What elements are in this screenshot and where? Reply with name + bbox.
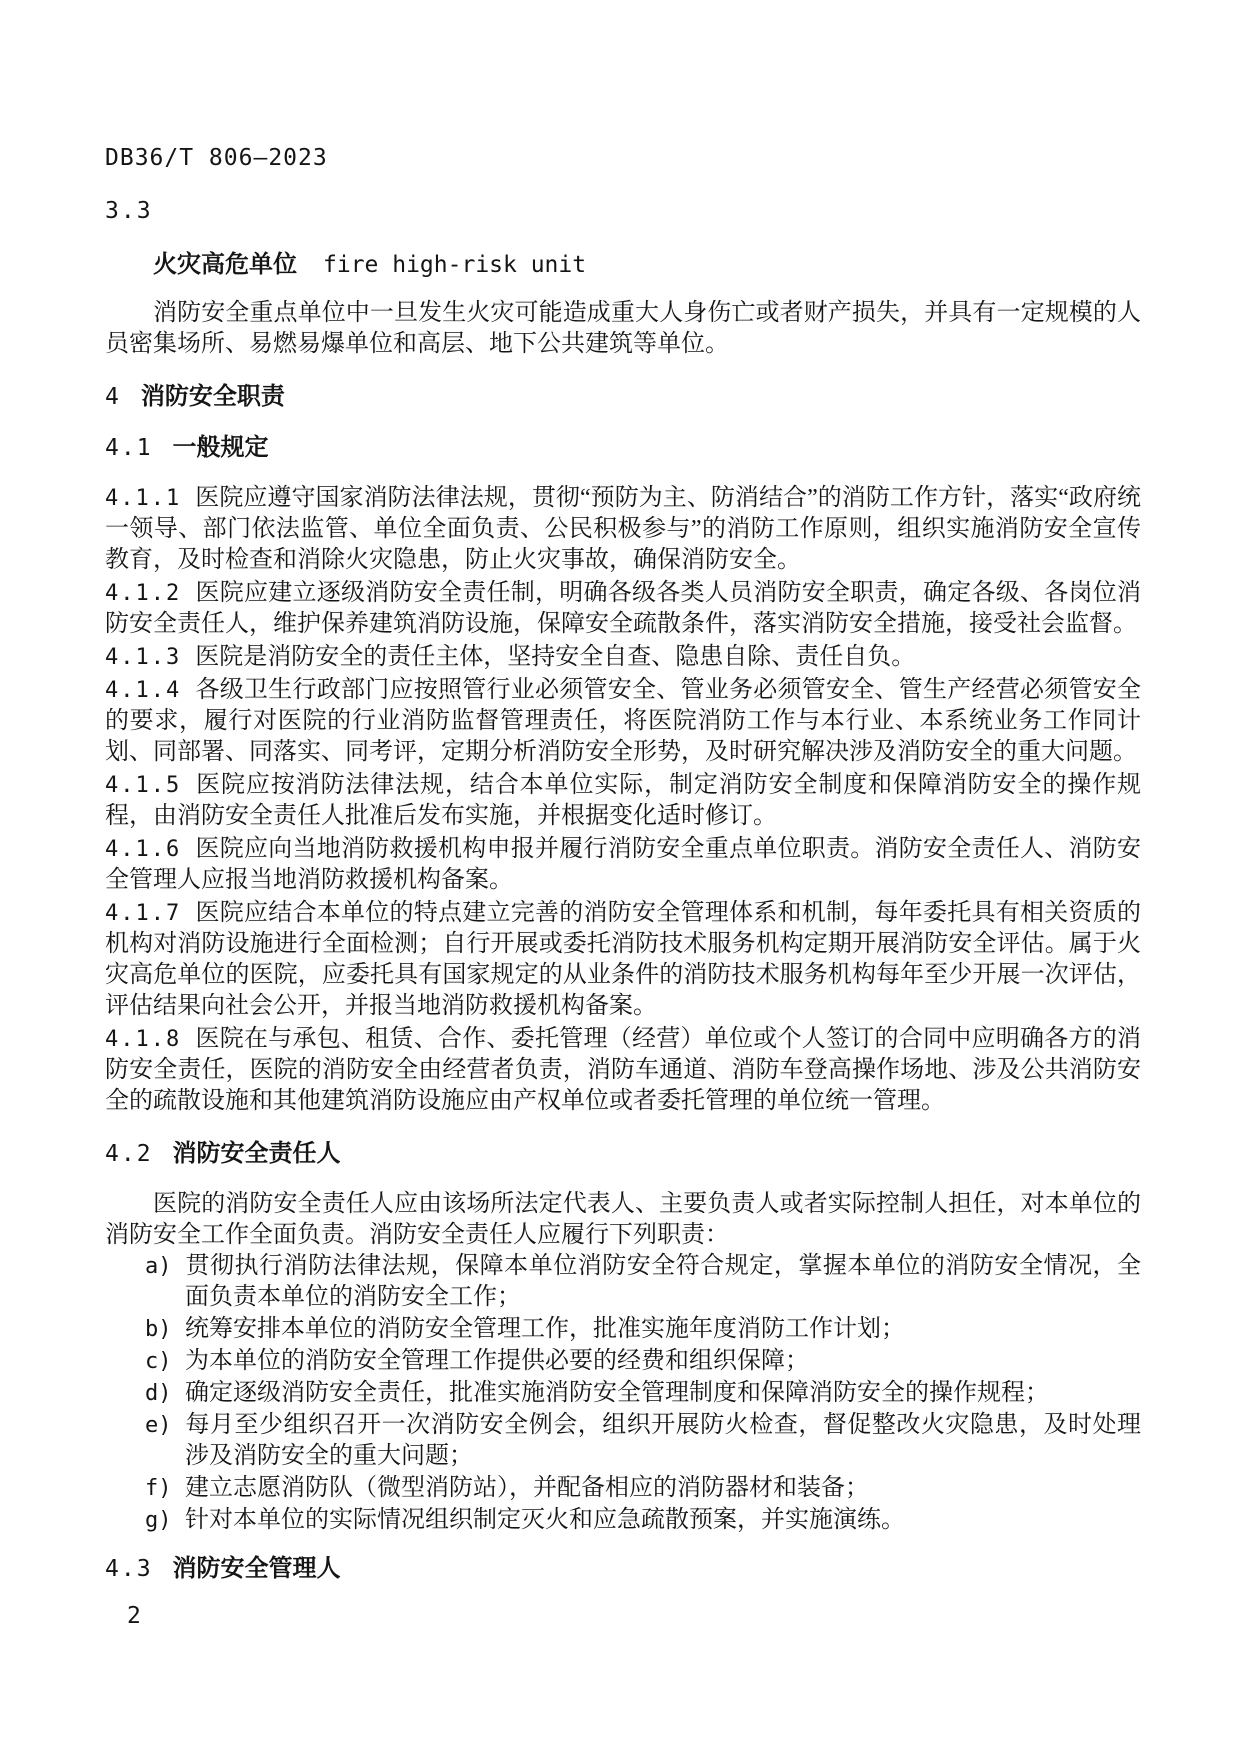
clause-411-number: 4.1.1 bbox=[105, 486, 182, 511]
clause-411-text: 医院应遵守国家消防法律法规，贯彻“预防为主、防消结合”的消防工作方针，落实“政府统一领导、部门依法监管、单位全面负责、公民积极参与”的消防工作原则，组织实施消防安全宣传教育，及时检查和消除火灾隐患，防止火灾事故，确保消防安全。 bbox=[105, 485, 1141, 573]
list-item-g bbox=[145, 1505, 1141, 1536]
section-42-intro: 医院的消防安全责任人应由该场所法定代表人、主要负责人或者实际控制人担任，对本单位的消防安全工作全面负责。消防安全责任人应履行下列职责： bbox=[105, 1191, 1141, 1248]
list-item-c-letter: c) bbox=[145, 1349, 172, 1374]
section-43-heading bbox=[105, 1553, 1141, 1585]
clause-415-number: 4.1.5 bbox=[105, 773, 182, 798]
clause-412 bbox=[105, 578, 1141, 640]
list-item-f-text: 建立志愿消防队（微型消防站），并配备相应的消防器材和装备； bbox=[185, 1475, 869, 1501]
term-definition: 消防安全重点单位中一旦发生火灾可能造成重大人身伤亡或者财产损失，并具有一定规模的人员密集场所、易燃易爆单位和高层、地下公共建筑等单位。 bbox=[105, 300, 1141, 357]
clause-415-text: 医院应按消防法律法规，结合本单位实际，制定消防安全制度和保障消防安全的操作规程，由消防安全责任人批准后发布实施，并根据变化适时修订。 bbox=[105, 772, 1141, 829]
clause-413 bbox=[105, 642, 1141, 673]
clause-418-text: 医院在与承包、租赁、合作、委托管理（经营）单位或个人签订的合同中应明确各方的消防安全责任，医院的消防安全由经营者负责，消防车通道、消防车登高操作场地、涉及公共消防安全的疏散设施和其他建筑消防设施应由产权单位或者委托管理的单位统一管理。 bbox=[105, 1026, 1141, 1114]
clause-416-number: 4.1.6 bbox=[105, 837, 182, 862]
list-item-a bbox=[145, 1251, 1141, 1313]
term-number: 3.3 bbox=[105, 198, 153, 224]
section-41-heading bbox=[105, 432, 1141, 464]
clause-417-text: 医院应结合本单位的特点建立完善的消防安全管理体系和机制，每年委托具有相关资质的机构对消防设施进行全面检测；自行开展或委托消防技术服务机构定期开展消防安全评估。属于火灾高危单位的医院，应委托具有国家规定的从业条件的消防技术服务机构每年至少开展一次评估，评估结果向社会公开，并报当地消防救援机构备案。 bbox=[105, 900, 1141, 1019]
section-43-number: 4.3 bbox=[105, 1556, 153, 1582]
clause-416 bbox=[105, 834, 1141, 896]
list-item-e bbox=[145, 1410, 1141, 1472]
list-item-b-text: 统筹安排本单位的消防安全管理工作，批准实施年度消防工作计划； bbox=[185, 1316, 905, 1342]
clause-415 bbox=[105, 770, 1141, 832]
list-item-a-letter: a) bbox=[145, 1254, 172, 1279]
clause-417 bbox=[105, 898, 1141, 1022]
list-item-a-text: 贯彻执行消防法律法规，保障本单位消防安全符合规定，掌握本单位的消防安全情况，全面负责本单位的消防安全工作； bbox=[185, 1253, 1141, 1310]
clause-412-number: 4.1.2 bbox=[105, 581, 182, 606]
section-42-heading bbox=[105, 1138, 1141, 1170]
section-42-number: 4.2 bbox=[105, 1141, 153, 1167]
clause-412-text: 医院应建立逐级消防安全责任制，明确各级各类人员消防安全职责，确定各级、各岗位消防安全责任人，维护保养建筑消防设施，保障安全疏散条件，落实消防安全措施，接受社会监督。 bbox=[105, 580, 1141, 637]
list-item-c-text: 为本单位的消防安全管理工作提供必要的经费和组织保障； bbox=[185, 1348, 809, 1374]
list-item-d-text: 确定逐级消防安全责任，批准实施消防安全管理制度和保障消防安全的操作规程； bbox=[185, 1380, 1049, 1406]
chapter-heading bbox=[105, 381, 1141, 413]
list-item-b bbox=[145, 1314, 1141, 1345]
list-item-b-letter: b) bbox=[145, 1317, 172, 1342]
clause-414-number: 4.1.4 bbox=[105, 678, 182, 703]
clause-413-text: 医院是消防安全的责任主体，坚持安全自查、隐患自除、责任自负。 bbox=[195, 644, 916, 670]
list-item-c bbox=[145, 1346, 1141, 1377]
term-chinese: 火灾高危单位 bbox=[153, 251, 297, 278]
term-english: fire high-risk unit bbox=[323, 252, 587, 278]
clause-414 bbox=[105, 675, 1141, 768]
list-item-f bbox=[145, 1473, 1141, 1504]
clause-417-number: 4.1.7 bbox=[105, 901, 182, 926]
document-header: DB36/T 806—2023 bbox=[105, 145, 328, 171]
clause-416-text: 医院应向当地消防救援机构申报并履行消防安全重点单位职责。消防安全责任人、消防安全管理人应报当地消防救援机构备案。 bbox=[105, 836, 1141, 893]
section-42-title: 消防安全责任人 bbox=[172, 1140, 341, 1167]
chapter-title: 消防安全职责 bbox=[140, 383, 285, 410]
clause-411 bbox=[105, 483, 1141, 576]
chapter-number: 4 bbox=[105, 384, 121, 410]
list-item-e-text: 每月至少组织召开一次消防安全例会，组织开展防火检查，督促整改火灾隐患，及时处理涉及消防安全的重大问题； bbox=[185, 1412, 1141, 1469]
list-item-e-letter: e) bbox=[145, 1413, 172, 1438]
list-item-d bbox=[145, 1378, 1141, 1409]
clause-418 bbox=[105, 1024, 1141, 1117]
section-41-title: 一般规定 bbox=[172, 434, 269, 461]
term-entry bbox=[153, 249, 1141, 281]
list-item-f-letter: f) bbox=[145, 1476, 172, 1501]
list-item-g-letter: g) bbox=[145, 1508, 172, 1533]
clause-414-text: 各级卫生行政部门应按照管行业必须管安全、管业务必须管安全、管生产经营必须管安全的要求，履行对医院的行业消防监督管理责任，将医院消防工作与本行业、本系统业务工作同计划、同部署、同落实、同考评，定期分析消防安全形势，及时研究解决涉及消防安全的重大问题。 bbox=[105, 677, 1141, 765]
clause-413-number: 4.1.3 bbox=[105, 645, 182, 670]
clause-418-number: 4.1.8 bbox=[105, 1027, 182, 1052]
list-item-g-text: 针对本单位的实际情况组织制定灭火和应急疏散预案，并实施演练。 bbox=[185, 1507, 905, 1533]
page-number: 2 bbox=[127, 1603, 141, 1629]
section-41-number: 4.1 bbox=[105, 435, 153, 461]
list-item-d-letter: d) bbox=[145, 1381, 172, 1406]
section-43-title: 消防安全管理人 bbox=[172, 1555, 341, 1582]
